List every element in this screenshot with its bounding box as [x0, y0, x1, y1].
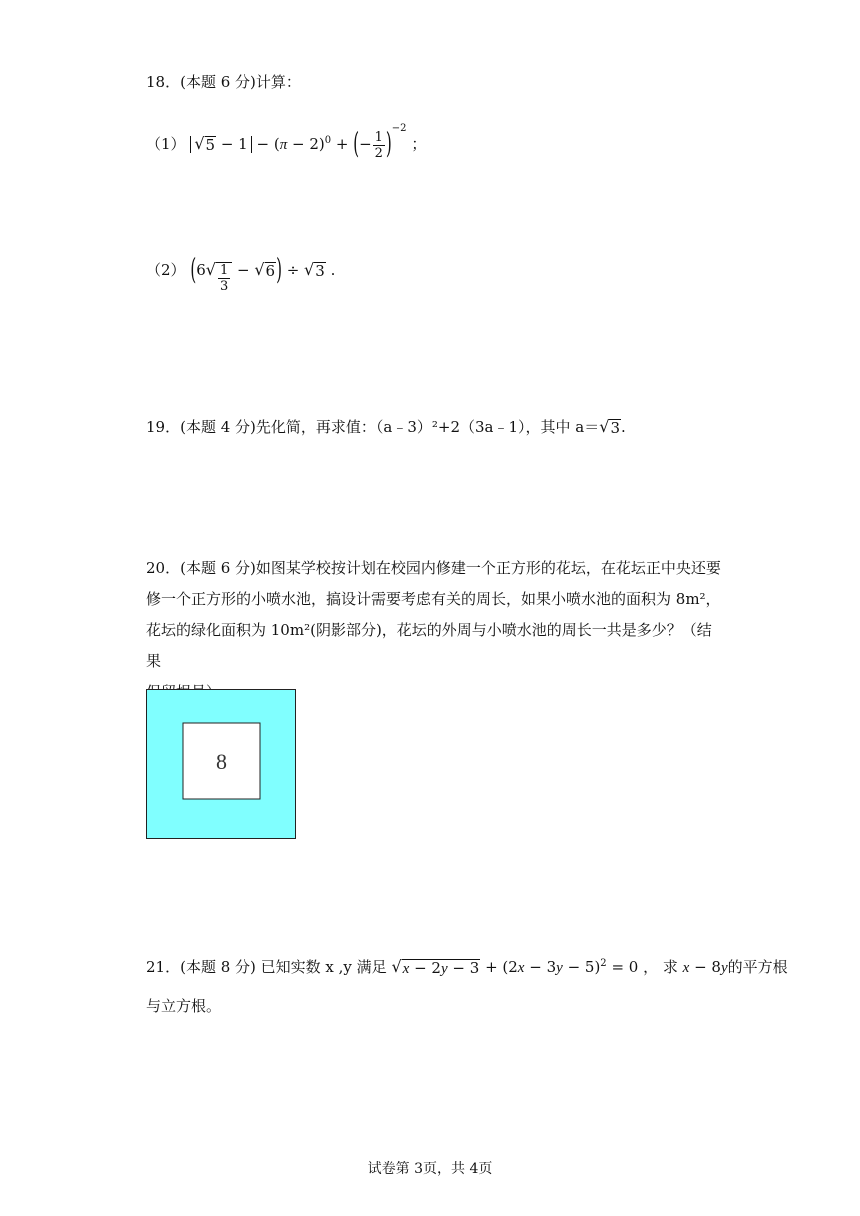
q21-mid: ， 求	[643, 958, 678, 976]
q18-part2	[146, 252, 336, 294]
q19-expression: （a﹣3）²+2（3a﹣1），其中 a＝	[375, 418, 600, 436]
q18-part1	[146, 124, 426, 160]
q18-header: 18．(本题 6 分)计算：	[146, 73, 301, 91]
q18-part2-tail: .	[330, 261, 336, 279]
q19-tail: .	[620, 418, 626, 436]
q18-part1-tail: ；	[411, 135, 427, 153]
q19	[146, 419, 626, 436]
flower-bed-figure	[146, 689, 296, 839]
q21-tail: 的平方根	[727, 958, 788, 976]
q18-part1-expression: √ 5 − $1 - (\pi - 2)^0$ + (− $\frac{1}{2}$ )$^{-2}$	[190, 135, 411, 153]
q19-header: 19．(本题 4 分)先化简，再求值：	[146, 418, 376, 436]
q21-line1	[146, 959, 788, 977]
q18-part2-label: （2）	[146, 261, 186, 279]
q20-line2: 修一个正方形的小喷水池，搞设计需要考虑有关的周长，如果小喷水池的面积为 8m²，	[146, 590, 721, 608]
q21-equation: √ x − 2y − 3 + $(2x - 3y - 5)^2 = 0$	[391, 957, 644, 977]
q20-text	[146, 553, 726, 708]
q21-target-expression: x − 8y	[682, 958, 728, 976]
q19-sqrt3: √ 3	[599, 417, 620, 437]
q20-line1: 20．(本题 6 分)如图某学校按计划在校园内修建一个正方形的花坛，在花坛正中央还要	[146, 559, 721, 577]
q18-part2-expression: (6 √ $\frac{1}{3}$ − √ 6 ) ÷ √ 3	[190, 252, 325, 294]
fountain-area-label: 8	[216, 749, 227, 774]
page-footer: 试卷第 3页，共 4页	[367, 1161, 493, 1177]
q21-header: 21．(本题 8 分) 已知实数 x ,y 满足	[146, 958, 387, 976]
q18-part1-label: （1）	[146, 135, 186, 153]
q21-line2: 与立方根。	[146, 997, 222, 1015]
q20-line3: 花坛的绿化面积为 10m²(阴影部分)，花坛的外周与小喷水池的周长一共是多少？（结果	[146, 621, 712, 670]
